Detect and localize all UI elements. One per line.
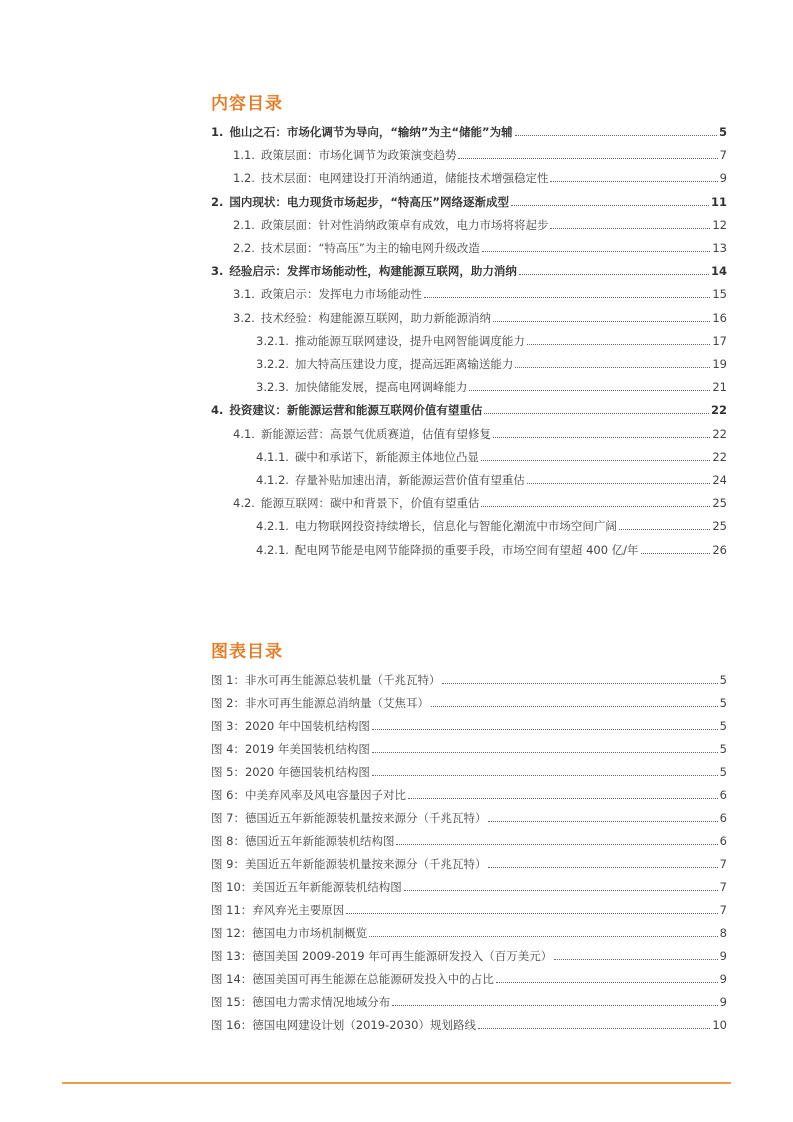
toc-entry-page: 24: [712, 473, 727, 487]
toc-entry-title: 配电网节能是电网节能降损的重要手段，市场空间有望超 400 亿/年: [294, 543, 639, 557]
dot-leader: [442, 683, 717, 684]
toc-entry-number: 3.2.2.: [256, 357, 289, 371]
toc-entry[interactable]: [233, 310, 727, 326]
toc-entry-page: 22: [712, 450, 727, 464]
toc-entry-title: 加快储能发展，提高电网调峰能力: [294, 380, 468, 394]
dot-leader: [404, 890, 718, 891]
toc-entry-title: 经验启示：发挥市场能动性，构建能源互联网，助力消纳: [229, 264, 517, 278]
toc-entry[interactable]: [233, 495, 727, 511]
figure-entry-page: 9: [719, 972, 727, 986]
figure-entry-page: 5: [719, 696, 727, 710]
toc-entry[interactable]: [211, 402, 727, 418]
toc-entry[interactable]: [256, 379, 727, 395]
figure-entry-page: 6: [719, 834, 727, 848]
toc-entry[interactable]: [233, 170, 727, 186]
toc-entry-page: 14: [710, 264, 727, 278]
dot-leader: [493, 436, 710, 438]
figure-entry-title: 图 6：中美弃风率及风电容量因子对比: [211, 788, 406, 802]
toc-entry[interactable]: [256, 518, 727, 534]
figure-entry[interactable]: [211, 810, 727, 826]
toc-entry-page: 22: [710, 403, 727, 417]
toc-entry-title: 技术层面：“特高压”为主的输电网升级改造: [260, 241, 480, 255]
toc-entry-number: 1.1.: [233, 148, 255, 162]
figure-entry-title: 图 3：2020 年中国装机结构图: [211, 719, 370, 733]
toc-entry[interactable]: [256, 542, 727, 558]
dot-leader: [619, 528, 710, 530]
toc-entry-number: 3.2.: [233, 311, 255, 325]
figure-entry-title: 图 2：非水可再生能源总消纳量（艾焦耳）: [211, 696, 429, 710]
figure-entry-page: 5: [719, 765, 727, 779]
figure-entry-title: 图 4：2019 年美国装机结构图: [211, 742, 370, 756]
figure-entry-title: 图 16：德国电网建设计划（2019-2030）规划路线: [211, 1018, 476, 1032]
toc-entry[interactable]: [211, 124, 727, 140]
toc-entry-page: 17: [712, 334, 727, 348]
dot-leader: [515, 134, 717, 136]
figure-entry-title: 图 11：弃风弃光主要原因: [211, 903, 345, 917]
toc-entry[interactable]: [233, 286, 727, 302]
toc-entry-number: 2.: [211, 195, 224, 209]
toc-entry[interactable]: [256, 356, 727, 372]
toc-entry-page: 19: [712, 357, 727, 371]
toc-entry-page: 21: [712, 380, 727, 394]
toc-entry-title: 技术经验：构建能源互联网，助力新能源消纳: [260, 311, 491, 325]
figure-entry[interactable]: [211, 994, 727, 1010]
figure-entry[interactable]: [211, 925, 727, 941]
dot-leader: [392, 1005, 717, 1006]
toc-entry-number: 3.2.1.: [256, 334, 289, 348]
figure-entry-page: 6: [719, 788, 727, 802]
dot-leader: [488, 821, 717, 822]
toc-entry-page: 12: [712, 218, 727, 232]
toc-entry-title: 加大特高压建设力度，提高远距离输送能力: [294, 357, 514, 371]
figure-entry-title: 图 14：德国美国可再生能源在总能源研发投入中的占比: [211, 972, 494, 986]
toc-entry-number: 3.: [211, 264, 224, 278]
dot-leader: [469, 389, 710, 391]
figure-entry-title: 图 10：美国近五年新能源装机结构图: [211, 880, 402, 894]
dot-leader: [481, 459, 710, 461]
figures-title: 图表目录: [211, 642, 283, 662]
figure-entry[interactable]: [211, 948, 727, 964]
toc-entry-page: 15: [712, 287, 727, 301]
toc-entry[interactable]: [256, 333, 727, 349]
figure-entry[interactable]: [211, 833, 727, 849]
figure-entry-page: 7: [719, 857, 727, 871]
figure-entry[interactable]: [211, 672, 727, 688]
dot-leader: [424, 296, 710, 298]
figure-entry[interactable]: [211, 695, 727, 711]
figure-entry-page: 5: [719, 719, 727, 733]
toc-entry-title: 政策层面：针对性消纳政策卓有成效，电力市场将将起步: [260, 218, 549, 232]
toc-entry-page: 5: [718, 125, 727, 139]
dot-leader: [554, 959, 717, 960]
figure-entry-page: 8: [719, 926, 727, 940]
figure-entry[interactable]: [211, 971, 727, 987]
toc-entry-number: 4.1.2.: [256, 473, 289, 487]
figure-entry-title: 图 8：德国近五年新能源装机结构图: [211, 834, 395, 848]
figure-entry-title: 图 7：德国近五年新能源装机量按来源分（千兆瓦特）: [211, 811, 487, 825]
toc-entry[interactable]: [211, 194, 727, 210]
toc-entry-title: 碳中和承诺下，新能源主体地位凸显: [294, 450, 479, 464]
dot-leader: [527, 343, 710, 345]
toc-entry-page: 13: [712, 241, 727, 255]
toc-entry-page: 25: [712, 496, 727, 510]
toc-entry-number: 3.2.3.: [256, 380, 289, 394]
figure-entry[interactable]: [211, 879, 727, 895]
toc-entry[interactable]: [233, 217, 727, 233]
toc-entry-title: 新能源运营：高景气优质赛道，估值有望修复: [260, 427, 491, 441]
toc-entry[interactable]: [211, 263, 727, 279]
figure-entry[interactable]: [211, 741, 727, 757]
figure-entry-page: 7: [719, 903, 727, 917]
figure-entry-title: 图 1：非水可再生能源总装机量（千兆瓦特）: [211, 673, 441, 687]
figure-entry[interactable]: [211, 856, 727, 872]
toc-entry-page: 9: [719, 171, 727, 185]
toc-entry[interactable]: [256, 449, 727, 465]
toc-entry[interactable]: [233, 426, 727, 442]
toc-entry-title: 政策层面：市场化调节为政策演变趋势: [260, 148, 457, 162]
dot-leader: [484, 412, 709, 414]
dot-leader: [515, 366, 710, 368]
figure-entry[interactable]: [211, 787, 727, 803]
dot-leader: [641, 552, 711, 554]
toc-entry-title: 国内现状：电力现货市场起步，“特高压”网络逐渐成型: [229, 195, 509, 209]
figure-entry-title: 图 5：2020 年德国装机结构图: [211, 765, 370, 779]
toc-entry-number: 4.2.: [233, 496, 255, 510]
toc-entry-title: 推动能源互联网建设，提升电网智能调度能力: [294, 334, 525, 348]
toc-entry-title: 他山之石：市场化调节为导向，“输纳”为主“储能”为辅: [229, 125, 513, 139]
dot-leader: [550, 180, 717, 182]
dot-leader: [372, 729, 718, 730]
dot-leader: [511, 204, 709, 206]
toc-entry-number: 1.: [211, 125, 224, 139]
figure-entry-page: 10: [712, 1018, 727, 1032]
dot-leader: [481, 505, 710, 507]
toc-entry-title: 存量补贴加速出清，新能源运营价值有望重估: [294, 473, 525, 487]
toc-entry-number: 4.: [211, 403, 224, 417]
toc-entry-title: 政策启示：发挥电力市场能动性: [260, 287, 422, 301]
toc-entry-number: 3.1.: [233, 287, 255, 301]
figure-entry[interactable]: [211, 902, 727, 918]
dot-leader: [458, 157, 717, 159]
figure-entry-title: 图 12：德国电力市场机制概览: [211, 926, 368, 940]
toc-entry-page: 11: [710, 195, 727, 209]
figure-entry-page: 9: [719, 995, 727, 1009]
dot-leader: [550, 227, 710, 229]
figure-entry[interactable]: [211, 764, 727, 780]
toc-entry[interactable]: [233, 147, 727, 163]
toc-entry-title: 技术层面：电网建设打开消纳通道，储能技术增强稳定性: [260, 171, 549, 185]
figure-entry-page: 5: [719, 673, 727, 687]
footer-divider: [62, 1082, 731, 1084]
figure-entry-title: 图 13：德国美国 2009-2019 年可再生能源研发投入（百万美元）: [211, 949, 553, 963]
toc-entry-page: 16: [712, 311, 727, 325]
dot-leader: [396, 844, 717, 845]
figure-entry-page: 5: [719, 742, 727, 756]
figure-entry-title: 图 9：美国近五年新能源装机量按来源分（千兆瓦特）: [211, 857, 487, 871]
toc-entry-number: 2.1.: [233, 218, 255, 232]
toc-entry-title: 能源互联网：碳中和背景下，价值有望重估: [260, 496, 480, 510]
toc-entry-page: 26: [712, 543, 727, 557]
figure-entry-page: 7: [719, 880, 727, 894]
toc-entry-title: 投资建议：新能源运营和能源互联网价值有望重估: [229, 403, 483, 417]
toc-entry-page: 22: [712, 427, 727, 441]
dot-leader: [408, 798, 718, 799]
dot-leader: [372, 752, 718, 753]
dot-leader: [372, 775, 718, 776]
toc-entry-number: 4.2.1.: [256, 519, 289, 533]
toc-entry-number: 1.2.: [233, 171, 255, 185]
figure-entry-page: 9: [719, 949, 727, 963]
toc-entry-number: 2.2.: [233, 241, 255, 255]
toc-entry-number: 4.1.: [233, 427, 255, 441]
dot-leader: [478, 1028, 710, 1029]
figure-entry-title: 图 15：德国电力需求情况地域分布: [211, 995, 391, 1009]
figure-entry[interactable]: [211, 1017, 727, 1033]
dot-leader: [369, 936, 717, 937]
toc-entry-page: 7: [719, 148, 727, 162]
toc-entry-title: 电力物联网投资持续增长，信息化与智能化潮流中市场空间广阔: [294, 519, 617, 533]
figure-entry-page: 6: [719, 811, 727, 825]
dot-leader: [519, 273, 709, 275]
dot-leader: [431, 706, 718, 707]
dot-leader: [496, 982, 718, 983]
toc-entry-page: 25: [712, 519, 727, 533]
dot-leader: [493, 320, 710, 322]
toc-entry-number: 4.2.1.: [256, 543, 289, 557]
figure-entry[interactable]: [211, 718, 727, 734]
toc-entry-number: 4.1.1.: [256, 450, 289, 464]
toc-title: 内容目录: [211, 94, 283, 114]
toc-entry[interactable]: [256, 472, 727, 488]
toc-entry[interactable]: [233, 240, 727, 256]
dot-leader: [482, 250, 710, 252]
dot-leader: [346, 913, 717, 914]
dot-leader: [488, 867, 717, 868]
dot-leader: [527, 482, 710, 484]
